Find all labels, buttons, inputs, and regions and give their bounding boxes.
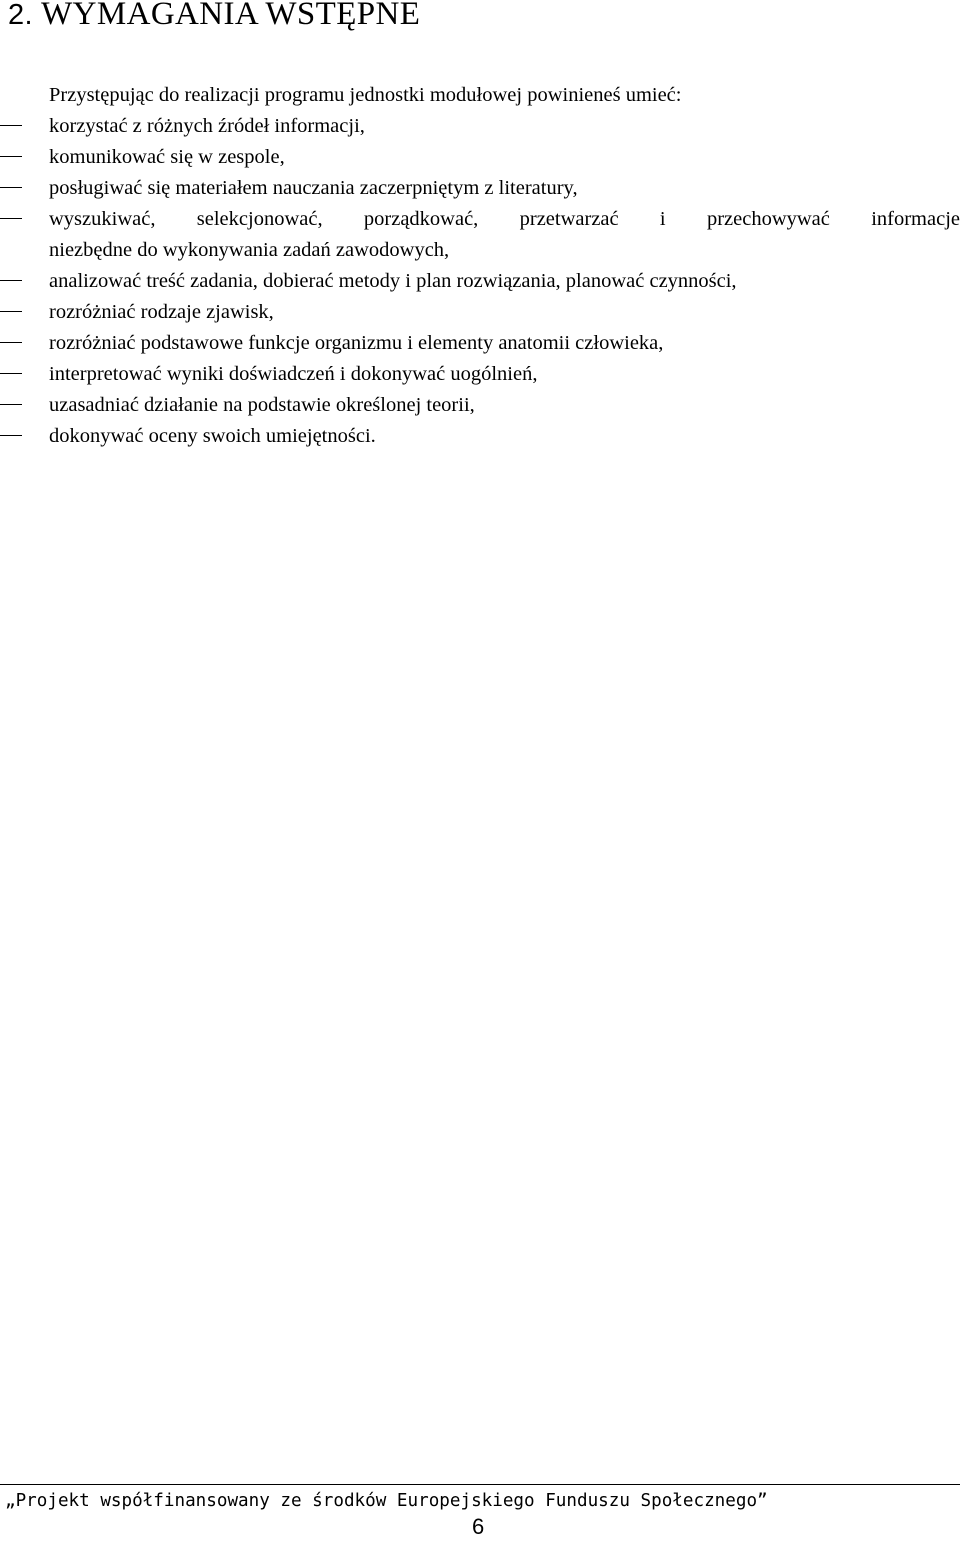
list-item-text: analizować treść zadania, dobierać metody i plan rozwiązania, planować czynności, xyxy=(49,270,737,292)
section-number: 2. xyxy=(8,0,33,31)
dash-bullet xyxy=(0,435,22,436)
dash-bullet xyxy=(0,280,22,281)
list-item-text: uzasadniać działanie na podstawie określonej teorii, xyxy=(49,394,475,416)
intro-text: Przystępując do realizacji programu jednostki modułowej powinieneś umieć: xyxy=(49,84,682,106)
dash-bullet xyxy=(0,125,22,126)
list-item-text: posługiwać się materiałem nauczania zaczerpniętym z literatury, xyxy=(49,177,578,199)
list-item-text: dokonywać oceny swoich umiejętności. xyxy=(49,425,376,447)
footer-divider xyxy=(0,1484,960,1485)
section-heading xyxy=(8,0,420,35)
section-title: WYMAGANIA WSTĘPNE xyxy=(41,0,421,32)
list-item-text: interpretować wyniki doświadczeń i dokonywać uogólnień, xyxy=(49,363,538,385)
dash-bullet xyxy=(0,404,22,405)
list-item-continuation: niezbędne do wykonywania zadań zawodowych, xyxy=(49,239,450,261)
list-item-text: rozróżniać rodzaje zjawisk, xyxy=(49,301,274,323)
page-number: 6 xyxy=(472,1514,485,1539)
list-item-text: komunikować się w zespole, xyxy=(49,146,285,168)
dash-bullet xyxy=(0,187,22,188)
list-item-text: wyszukiwać, selekcjonować, porządkować, przetwarzać i przechowywać informacje xyxy=(49,208,960,230)
list-item-text: korzystać z różnych źródeł informacji, xyxy=(49,115,365,137)
footer-project-note: „Projekt współfinansowany ze środków Europejskiego Funduszu Społecznego” xyxy=(5,1491,768,1511)
list-item-text: rozróżniać podstawowe funkcje organizmu i elementy anatomii człowieka, xyxy=(49,332,664,354)
dash-bullet xyxy=(0,156,22,157)
dash-bullet xyxy=(0,373,22,374)
dash-bullet xyxy=(0,218,22,219)
dash-bullet xyxy=(0,342,22,343)
dash-bullet xyxy=(0,311,22,312)
